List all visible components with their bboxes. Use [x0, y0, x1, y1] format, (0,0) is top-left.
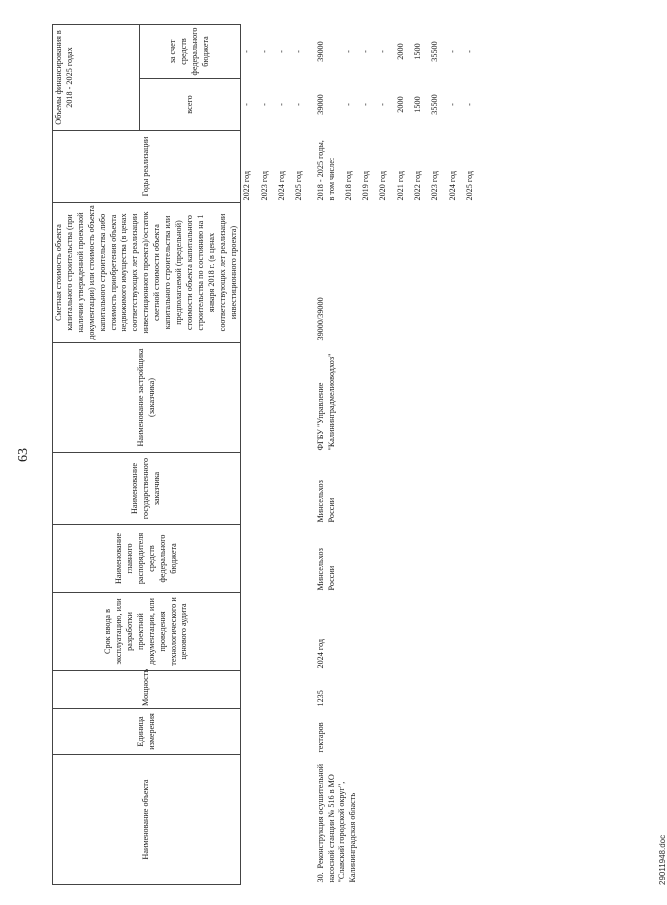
header-customer: Наименование государственного заказчика	[53, 453, 241, 525]
total-cell: -	[277, 103, 286, 106]
federal-cell: -	[294, 50, 304, 53]
federal-cell: 2000	[395, 43, 405, 60]
estimate-cell: 39000/39000	[315, 297, 325, 341]
years-cell	[313, 131, 484, 203]
header-estimate: Сметная стоимость объекта капитального строительства (при наличии утвержденной проектной документации) или стоимость объекта капитального строительства либо стоимость приобретения объекта недвижимого имущества (в ценах соответствующих лет реализации инвестиционного проекта)/остаток сметной стоимости объекта капитального строительства или предполагаемой (предельной) стоимости объекта капитального строительства по состоянию на 1 января 2018 г. (в ценах соответствующих лет реализации инвестиционного проекта)	[53, 203, 241, 343]
header-unit: Единица измерения	[53, 709, 241, 755]
federal-cell: -	[259, 50, 269, 53]
federal-cell: 39000	[315, 41, 325, 62]
year-cell: 2024 год	[277, 170, 286, 201]
year-cell: 2019 год	[361, 170, 371, 201]
tail-federal	[241, 24, 313, 78]
total-cell: -	[242, 103, 252, 106]
federal-cell: -	[343, 50, 353, 53]
federal-cell: -	[277, 50, 286, 53]
federal-cell: -	[447, 50, 457, 53]
year-cell: 2021 год	[395, 170, 405, 201]
previous-object-tail	[241, 24, 313, 884]
year-cell: 2018 год	[343, 170, 353, 201]
unit-cell: гектаров	[315, 722, 325, 753]
main-manager-cell: Минсельхоз России	[315, 548, 336, 591]
federal-cell: -	[464, 50, 474, 53]
total-cell: 2000	[395, 96, 405, 113]
total-cell: -	[361, 103, 371, 106]
year-cell: 2024 год	[447, 170, 457, 201]
tail-total	[241, 79, 313, 131]
total-column	[313, 79, 484, 131]
year-cell: 2022 год	[412, 170, 422, 201]
federal-cell: -	[361, 50, 371, 53]
header-developer: Наименование застройщика (заказчика)	[53, 343, 241, 453]
federal-cell: 35500	[430, 41, 440, 62]
federal-cell: 1500	[412, 43, 422, 60]
header-federal: за счет средств федерального бюджета	[140, 24, 241, 78]
total-cell: -	[447, 103, 457, 106]
header-capacity: Мощность	[53, 671, 241, 709]
header-main-manager: Наименование главного распорядителя средств федерального бюджета	[53, 525, 241, 593]
year-cell: в том числе:	[326, 157, 336, 201]
federal-cell: -	[378, 50, 388, 53]
total-cell: 35500	[430, 94, 440, 115]
customer-cell: Минсельхоз России	[315, 480, 336, 523]
table-row	[313, 24, 484, 884]
total-cell: -	[294, 103, 304, 106]
federal-cell	[327, 26, 344, 76]
page-number: 63	[16, 448, 31, 462]
commissioning-cell: 2024 год	[315, 638, 325, 669]
header-object-name: Наименование объекта	[53, 755, 241, 885]
header-total: всего	[140, 79, 241, 131]
year-cell: 2023 год	[430, 170, 440, 201]
rotated-page	[16, 25, 667, 885]
object-name: Реконструкция осушительной насосной станции № 516 в МО "Славский городской округ", Калининградская область	[315, 763, 358, 883]
total-cell: -	[259, 103, 269, 106]
year-cell: 2023 год	[259, 170, 269, 201]
total-cell: 1500	[412, 96, 422, 113]
footer-file-name: 29011948.doc	[658, 834, 667, 885]
year-cell: 2025 год	[464, 170, 474, 201]
capacity-cell: 1235	[315, 690, 325, 707]
header-funding: Объемы финансирования в 2018 - 2025 годах	[53, 24, 140, 130]
investment-objects-table	[52, 24, 483, 885]
total-cell: -	[378, 103, 388, 106]
developer-cell: ФГБУ "Управление "Калининградмелиоводхоз"	[315, 353, 336, 451]
header-commissioning: Срок ввода в эксплуатацию, или разработки проектной документации, или проведения технологического и ценового аудита	[53, 593, 241, 671]
header-years: Годы реализации	[53, 131, 241, 203]
year-cell: 2022 год	[242, 170, 252, 201]
federal-column	[313, 24, 484, 78]
row-number: 30.	[315, 872, 325, 883]
total-cell: -	[464, 103, 474, 106]
total-cell	[327, 81, 344, 129]
total-cell: -	[343, 103, 353, 106]
year-cell: 2025 год	[294, 170, 304, 201]
year-cell: 2018 - 2025 годы,	[315, 140, 325, 201]
object-name-cell	[313, 755, 484, 885]
tail-years	[241, 131, 313, 203]
total-cell: 39000	[315, 94, 325, 115]
year-cell: 2020 год	[378, 170, 388, 201]
federal-cell: -	[242, 50, 252, 53]
